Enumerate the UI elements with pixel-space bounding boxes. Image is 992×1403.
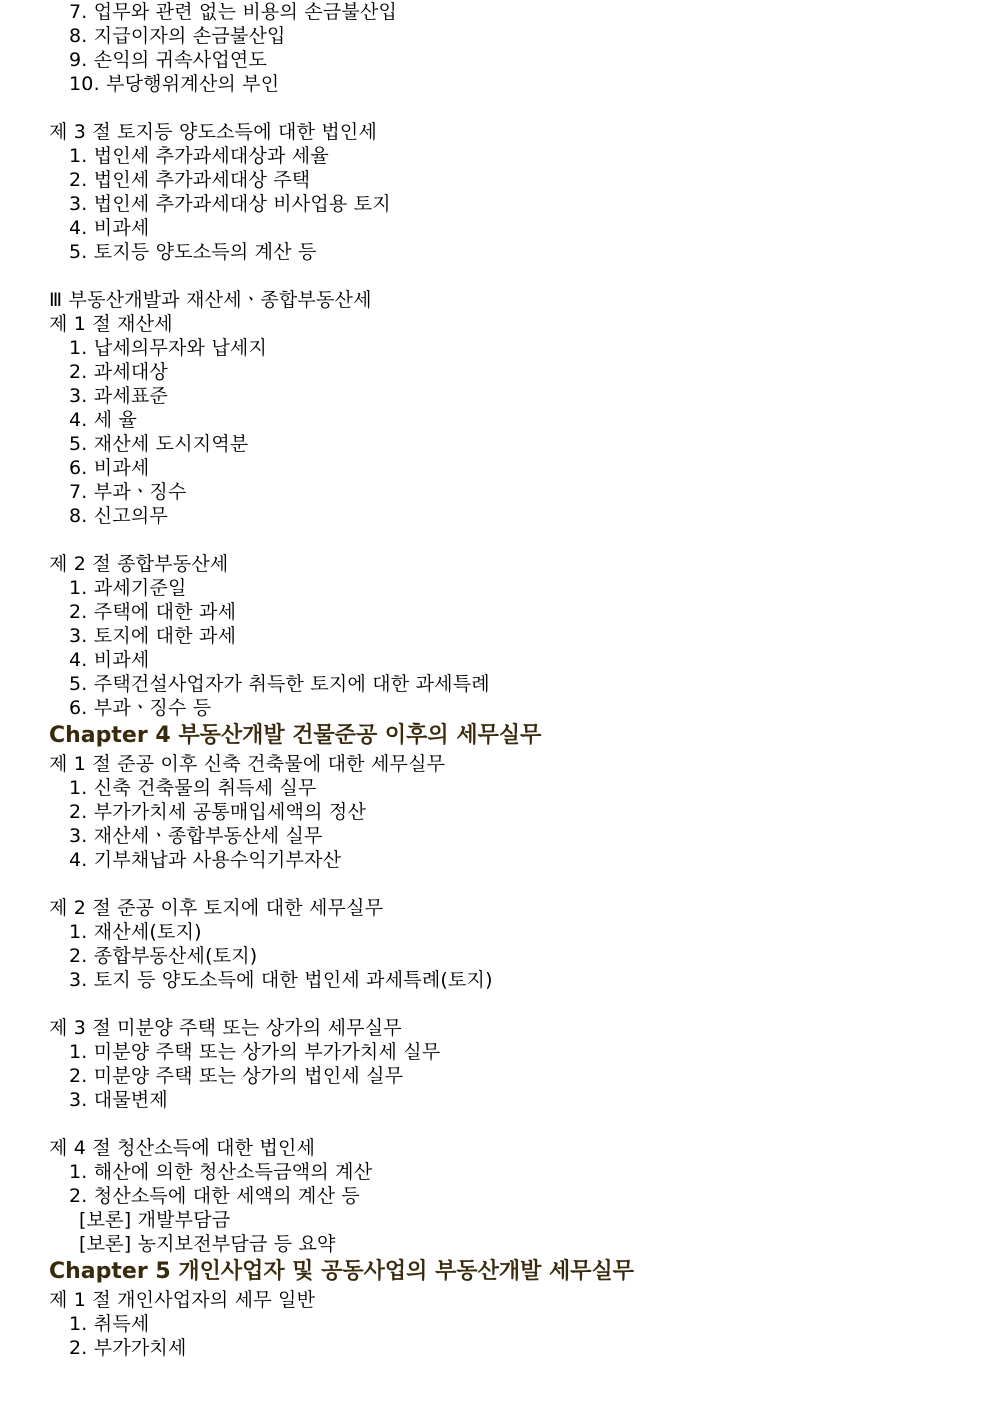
- toc-item: 5. 토지등 양도소득의 계산 등: [69, 241, 317, 263]
- toc-item: 2. 미분양 주택 또는 상가의 법인세 실무: [69, 1065, 404, 1087]
- toc-item: 9. 손익의 귀속사업연도: [69, 49, 267, 71]
- section-heading: 제 2 절 준공 이후 토지에 대한 세무실무: [49, 897, 384, 919]
- toc-item: 1. 재산세(토지): [69, 921, 202, 943]
- toc-item: 1. 신축 건축물의 취득세 실무: [69, 777, 317, 799]
- toc-item: 3. 과세표준: [69, 385, 168, 407]
- toc-item: 5. 재산세 도시지역분: [69, 433, 249, 455]
- spacer: [49, 1112, 969, 1136]
- toc-item: 3. 토지에 대한 과세: [69, 625, 237, 647]
- toc-item: 10. 부당행위계산의 부인: [69, 73, 280, 95]
- toc-item: 8. 지급이자의 손금불산입: [69, 25, 286, 47]
- toc-item: 7. 부과ㆍ징수: [69, 481, 187, 503]
- section-heading: 제 2 절 종합부동산세: [49, 553, 229, 575]
- toc-item: 2. 청산소득에 대한 세액의 계산 등: [69, 1185, 360, 1207]
- toc-item: 1. 해산에 의한 청산소득금액의 계산: [69, 1161, 373, 1183]
- toc-item: 1. 납세의무자와 납세지: [69, 337, 267, 359]
- spacer: [49, 264, 969, 288]
- toc-item: 4. 비과세: [69, 217, 150, 239]
- toc-item: 6. 부과ㆍ징수 등: [69, 697, 212, 719]
- section-heading: 제 4 절 청산소득에 대한 법인세: [49, 1137, 316, 1159]
- toc-item: 2. 부가가치세 공통매입세액의 정산: [69, 801, 367, 823]
- toc-item: 4. 비과세: [69, 649, 150, 671]
- spacer: [49, 528, 969, 552]
- section-heading: 제 1 절 개인사업자의 세무 일반: [49, 1289, 316, 1311]
- toc-item: 2. 과세대상: [69, 361, 168, 383]
- toc-item: 2. 주택에 대한 과세: [69, 601, 237, 623]
- spacer: [49, 96, 969, 120]
- toc-item: 3. 대물변제: [69, 1089, 168, 1111]
- toc-item: 7. 업무와 관련 없는 비용의 손금불산입: [69, 1, 398, 23]
- section-heading: 제 1 절 재산세: [49, 313, 173, 335]
- table-of-contents: [49, 0, 969, 1360]
- chapter-heading: Chapter 4 부동산개발 건물준공 이후의 세무실무: [49, 723, 542, 748]
- toc-item: 1. 미분양 주택 또는 상가의 부가가치세 실무: [69, 1041, 441, 1063]
- toc-item: 4. 기부채납과 사용수익기부자산: [69, 849, 342, 871]
- toc-item: 5. 주택건설사업자가 취득한 토지에 대한 과세특례: [69, 673, 490, 695]
- toc-item: 4. 세 율: [69, 409, 138, 431]
- appendix-item: [보론] 농지보전부담금 등 요약: [79, 1233, 336, 1255]
- spacer: [49, 872, 969, 896]
- toc-item: 3. 법인세 추가과세대상 비사업용 토지: [69, 193, 391, 215]
- toc-item: 2. 법인세 추가과세대상 주택: [69, 169, 311, 191]
- toc-item: 2. 부가가치세: [69, 1337, 187, 1359]
- section-heading: 제 1 절 준공 이후 신축 건축물에 대한 세무실무: [49, 753, 446, 775]
- spacer: [49, 992, 969, 1016]
- toc-item: 3. 토지 등 양도소득에 대한 법인세 과세특례(토지): [69, 969, 493, 991]
- toc-item: 3. 재산세ㆍ종합부동산세 실무: [69, 825, 323, 847]
- toc-item: 2. 종합부동산세(토지): [69, 945, 258, 967]
- toc-item: 1. 취득세: [69, 1313, 150, 1335]
- toc-item: 6. 비과세: [69, 457, 150, 479]
- toc-item: 1. 과세기준일: [69, 577, 187, 599]
- section-heading: Ⅲ 부동산개발과 재산세ㆍ종합부동산세: [49, 289, 372, 311]
- toc-item: 1. 법인세 추가과세대상과 세율: [69, 145, 329, 167]
- toc-item: 8. 신고의무: [69, 505, 168, 527]
- section-heading: 제 3 절 미분양 주택 또는 상가의 세무실무: [49, 1017, 402, 1039]
- chapter-heading: Chapter 5 개인사업자 및 공동사업의 부동산개발 세무실무: [49, 1259, 634, 1284]
- appendix-item: [보론] 개발부담금: [79, 1209, 231, 1231]
- section-heading: 제 3 절 토지등 양도소득에 대한 법인세: [49, 121, 378, 143]
